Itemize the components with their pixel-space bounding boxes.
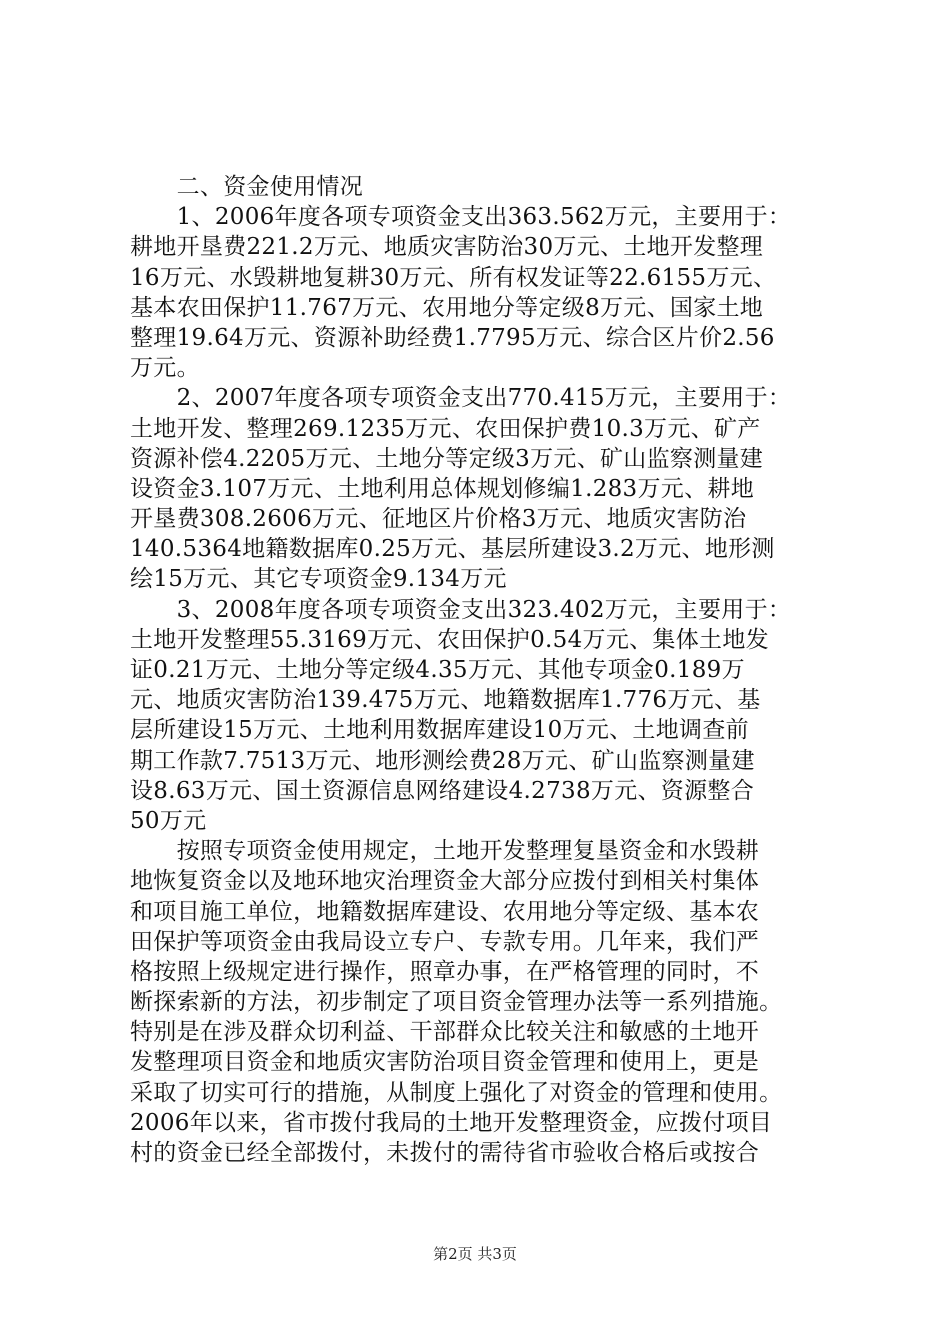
text-line: 按照专项资金使用规定，土地开发整理复垦资金和水毁耕 xyxy=(130,838,760,865)
body-text xyxy=(130,172,830,1168)
text-line: 证0.21万元、土地分等定级4.35万元、其他专项金0.189万 xyxy=(130,657,745,683)
text-line: 整理19.64万元、资源补助经费1.7795万元、综合区片价2.56 xyxy=(130,324,775,351)
text-line: 开垦费308.2606万元、征地区片价格3万元、地质灾害防治 xyxy=(130,506,747,533)
text-line: 发整理项目资金和地质灾害防治项目资金管理和使用上，更是 xyxy=(130,1049,760,1076)
text-line: 万元。 xyxy=(130,355,200,382)
text-line: 地恢复资金以及地环地灾治理资金大部分应拨付到相关村集体 xyxy=(130,868,760,895)
text-line: 土地开发整理55.3169万元、农田保护0.54万元、集体土地发 xyxy=(130,626,769,653)
text-line: 设8.63万元、国土资源信息网络建设4.2738万元、资源整合 xyxy=(130,777,754,804)
text-line: 村的资金已经全部拨付，未拨付的需待省市验收合格后或按合 xyxy=(130,1140,760,1166)
text-line: 格按照上级规定进行操作，照章办事，在严格管理的同时，不 xyxy=(130,958,760,985)
text-line: 16万元、水毁耕地复耕30万元、所有权发证等22.6155万元、 xyxy=(130,264,777,291)
text-line: 50万元 xyxy=(130,807,207,834)
text-line: 特别是在涉及群众切利益、干部群众比较关注和敏感的土地开 xyxy=(130,1019,760,1046)
text-line: 2、2007年度各项专项资金支出770.415万元，主要用于： xyxy=(130,385,792,412)
text-line: 层所建设15万元、土地利用数据库建设10万元、土地调查前 xyxy=(130,717,749,744)
text-line: 元、地质灾害防治139.475万元、地籍数据库1.776万元、基 xyxy=(130,687,761,714)
text-line: 140.5364地籍数据库0.25万元、基层所建设3.2万元、地形测 xyxy=(130,536,775,563)
text-line: 采取了切实可行的措施，从制度上强化了对资金的管理和使用。 xyxy=(130,1079,783,1106)
text-line: 2006年以来，省市拨付我局的土地开发整理资金，应拨付项目 xyxy=(130,1109,773,1136)
text-line: 二、资金使用情况 xyxy=(130,174,363,200)
text-line: 和项目施工单位，地籍数据库建设、农用地分等定级、基本农 xyxy=(130,898,760,925)
text-line: 3、2008年度各项专项资金支出323.402万元，主要用于： xyxy=(130,596,792,623)
text-line: 土地开发、整理269.1235万元、农田保护费10.3万元、矿产 xyxy=(130,415,761,442)
text-line: 资源补偿4.2205万元、土地分等定级3万元、矿山监察测量建 xyxy=(130,445,764,472)
text-line: 基本农田保护11.767万元、农用地分等定级8万元、国家土地 xyxy=(130,294,764,321)
text-line: 设资金3.107万元、土地利用总体规划修编1.283万元、耕地 xyxy=(130,475,754,502)
text-line: 绘15万元、其它专项资金9.134万元 xyxy=(130,566,507,593)
text-line: 田保护等项资金由我局设立专户、专款专用。几年来，我们严 xyxy=(130,928,760,955)
text-line: 期工作款7.7513万元、地形测绘费28万元、矿山监察测量建 xyxy=(130,747,755,774)
page-footer: 第2页 共3页 xyxy=(433,1245,517,1263)
text-line: 耕地开垦费221.2万元、地质灾害防治30万元、土地开发整理 xyxy=(130,234,764,261)
text-line: 断探索新的方法，初步制定了项目资金管理办法等一系列措施。 xyxy=(130,989,783,1016)
text-line: 1、2006年度各项专项资金支出363.562万元，主要用于： xyxy=(130,204,792,231)
